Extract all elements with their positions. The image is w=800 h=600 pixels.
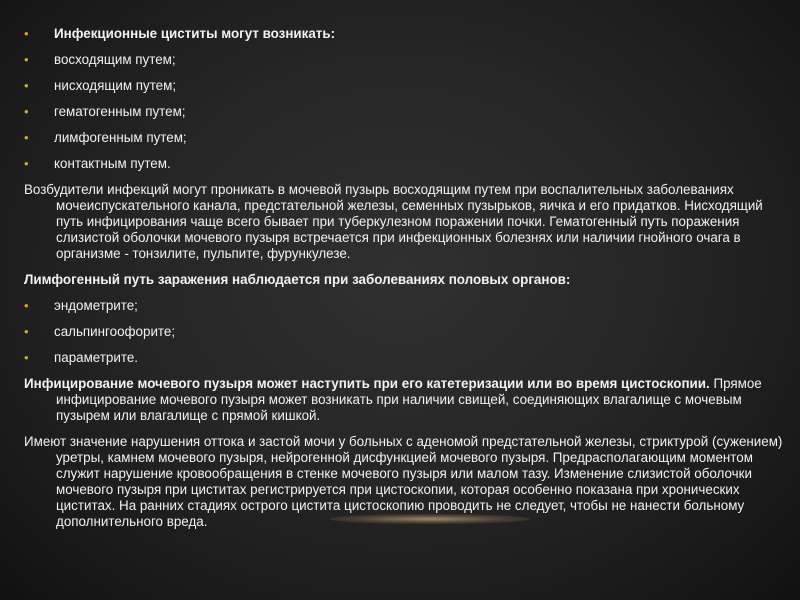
catheterization-text: Прямое инфицирование мочевого пузыря может возникать при наличии свищей, соединяющих влагалище с мочевым пузырем или влагалище с прямой кишкой. bbox=[56, 376, 762, 423]
route-item: восходящим путем; bbox=[54, 52, 176, 67]
outflow-paragraph: Имеют значение нарушения оттока и застой мочи у больных с аденомой предстательной железы, стриктурой (сужением) уретры, камнем мочевого пузыря, нейрогенной дисфункцией мочевого пузыря. Предрасполагающим моментом служит нарушение кровообращения в стенке мочевого пузыря или малом тазу. Изменение слизистой оболочки мочевого пузыря при циститах регистрируется при цистоскопии, которая особенно показана при хронических циститах. На ранних стадиях острого цистита цистоскопию проводить не следует, чтобы не нанести больному дополнительного вреда. bbox=[24, 434, 783, 529]
light-glare bbox=[330, 514, 530, 524]
bullet-icon: • bbox=[24, 130, 29, 145]
catheterization-bold-text: Инфицирование мочевого пузыря может наступить при его катетеризации или во время цистоскопии. bbox=[24, 376, 710, 391]
genital-diseases-list bbox=[24, 298, 784, 366]
lymphogenic-heading: Лимфогенный путь заражения наблюдается при заболеваниях половых органов: bbox=[24, 272, 571, 287]
list-item bbox=[24, 78, 784, 94]
route-item: нисходящим путем; bbox=[54, 78, 177, 93]
route-item: лимфогенным путем; bbox=[54, 130, 187, 145]
bullet-icon: • bbox=[24, 78, 29, 93]
list-item bbox=[24, 156, 784, 172]
bullet-icon: • bbox=[24, 324, 29, 339]
infection-routes-list bbox=[24, 26, 784, 172]
list-heading-item bbox=[24, 26, 784, 42]
bullet-icon: • bbox=[24, 104, 29, 119]
bullet-icon: • bbox=[24, 52, 29, 67]
list-item bbox=[24, 104, 784, 120]
list-item bbox=[24, 350, 784, 366]
bullet-icon: • bbox=[24, 298, 29, 313]
list-item bbox=[24, 324, 784, 340]
list-item bbox=[24, 298, 784, 314]
routes-heading: Инфекционные циститы могут возникать: bbox=[54, 26, 336, 41]
bullet-icon: • bbox=[24, 156, 29, 171]
route-item: гематогенным путем; bbox=[54, 104, 186, 119]
disease-item: эндометрите; bbox=[54, 298, 138, 313]
bullet-icon: • bbox=[24, 350, 29, 365]
disease-item: параметрите. bbox=[54, 350, 139, 365]
disease-item: сальпингоофорите; bbox=[54, 324, 176, 339]
pathogens-paragraph: Возбудители инфекций могут проникать в мочевой пузырь восходящим путем при воспалительных заболеваниях мочеиспускательного канала, предстательной железы, семенных пузырьков, яичка и его придатков. Нисходящий путь инфицирования чаще всего бывает при туберкулезном поражении почки. Гематогенный путь поражения слизистой оболочки мочевого пузыря встречается при инфекционных болезнях или наличии гнойного очага в организме - тонзилите, пульпите, фурункулезе. bbox=[24, 182, 763, 261]
bullet-icon: • bbox=[24, 26, 29, 41]
catheterization-paragraph bbox=[24, 376, 784, 424]
list-item bbox=[24, 52, 784, 68]
slide-content bbox=[24, 26, 784, 540]
route-item: контактным путем. bbox=[54, 156, 171, 171]
list-item bbox=[24, 130, 784, 146]
